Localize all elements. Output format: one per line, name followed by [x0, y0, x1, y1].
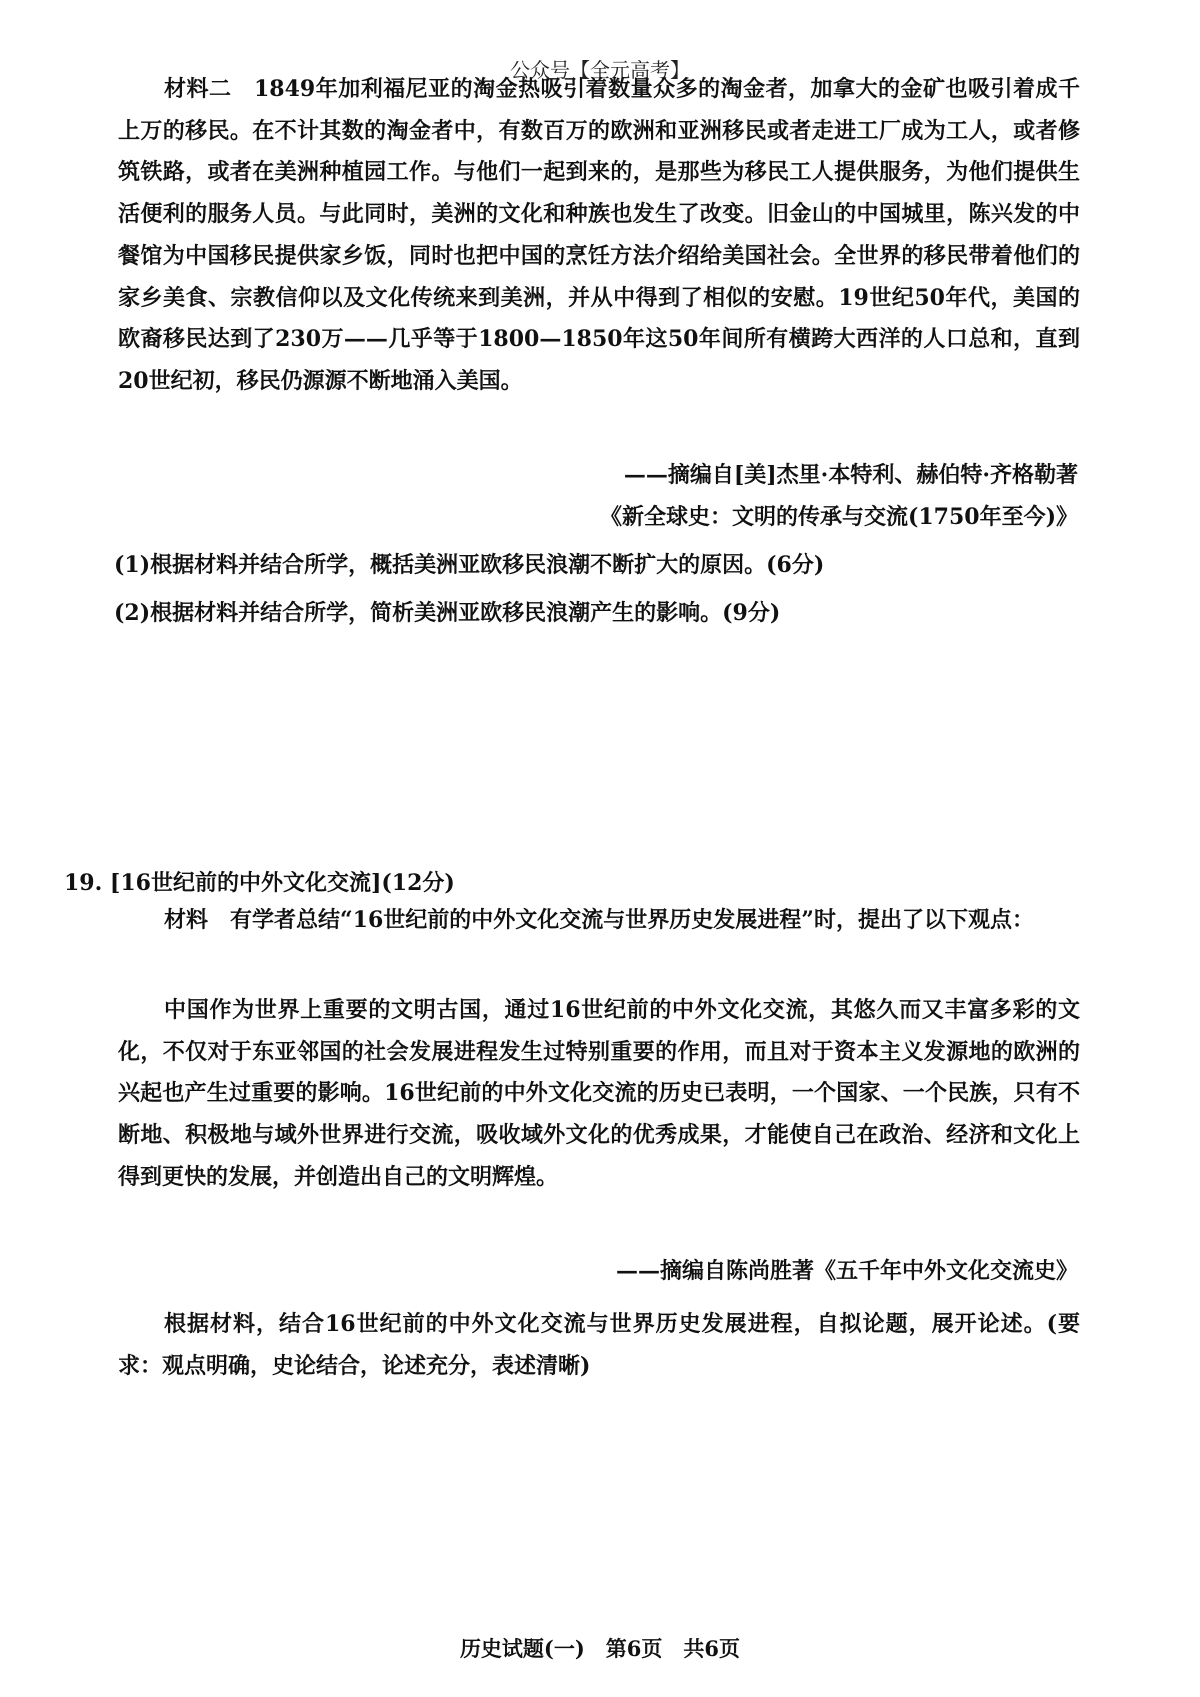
- material-two-label: 材料二: [164, 76, 232, 102]
- material-two-source-line-1: ——摘编自[美]杰里·本特利、赫伯特·齐格勒著: [623, 462, 1078, 488]
- question-18-part-2: (2)根据材料并结合所学，简析美洲亚欧移民浪潮产生的影响。(9分): [114, 600, 781, 626]
- question-19-material-intro-text: 有学者总结“16世纪前的中外文化交流与世界历史发展进程”时，提出了以下观点：: [230, 907, 1034, 933]
- watermark: 公众号【全元高考】: [510, 58, 690, 82]
- material-two-text: 1849年加利福尼亚的淘金热吸引着数量众多的淘金者，加拿大的金矿也吸引着成千上万的移民。在不计其数的淘金者中，有数百万的欧洲和亚洲移民或者走进工厂成为工人，或者修筑铁路，或者在美洲种植园工作。与他们一起到来的，是那些为移民工人提供服务，为他们提供生活便利的服务人员。与此同时，美洲的文化和种族也发生了改变。旧金山的中国城里，陈兴发的中餐馆为中国移民提供家乡饭，同时也把中国的烹饪方法介绍给美国社会。全世界的移民带着他们的家乡美食、宗教信仰以及文化传统来到美洲，并从中得到了相似的安慰。19世纪50年代，美国的欧裔移民达到了230万——几乎等于1800—1850年这50年间所有横跨大西洋的人口总和，直到20世纪初，移民仍源源不断地涌入美国。: [118, 76, 1080, 394]
- question-19-source: ——摘编自陈尚胜著《五千年中外文化交流史》: [615, 1258, 1078, 1284]
- question-19-header: 19. [16世纪前的中外文化交流](12分): [64, 870, 455, 896]
- material-two-source-line-2: 《新全球史：文明的传承与交流(1750年至今)》: [599, 504, 1078, 530]
- material-two-paragraph: [118, 69, 1080, 403]
- question-19-task: 根据材料，结合16世纪前的中外文化交流与世界历史发展进程，自拟论题，展开论述。(要求：观点明确，史论结合，论述充分，表述清晰): [118, 1311, 1080, 1379]
- page-footer: 历史试题(一) 第6页 共6页: [459, 1636, 741, 1661]
- question-19-material-intro: [118, 900, 1080, 942]
- question-19-material-label: 材料: [164, 907, 209, 933]
- question-19-material-body: 中国作为世界上重要的文明古国，通过16世纪前的中外文化交流，其悠久而又丰富多彩的文化，不仅对于东亚邻国的社会发展进程发生过特别重要的作用，而且对于资本主义发源地的欧洲的兴起也产生过重要的影响。16世纪前的中外文化交流的历史已表明，一个国家、一个民族，只有不断地、积极地与域外世界进行交流，吸收域外文化的优秀成果，才能使自己在政治、经济和文化上得到更快的发展，并创造出自己的文明辉煌。: [118, 997, 1080, 1190]
- question-18-part-1: (1)根据材料并结合所学，概括美洲亚欧移民浪潮不断扩大的原因。(6分): [114, 552, 825, 578]
